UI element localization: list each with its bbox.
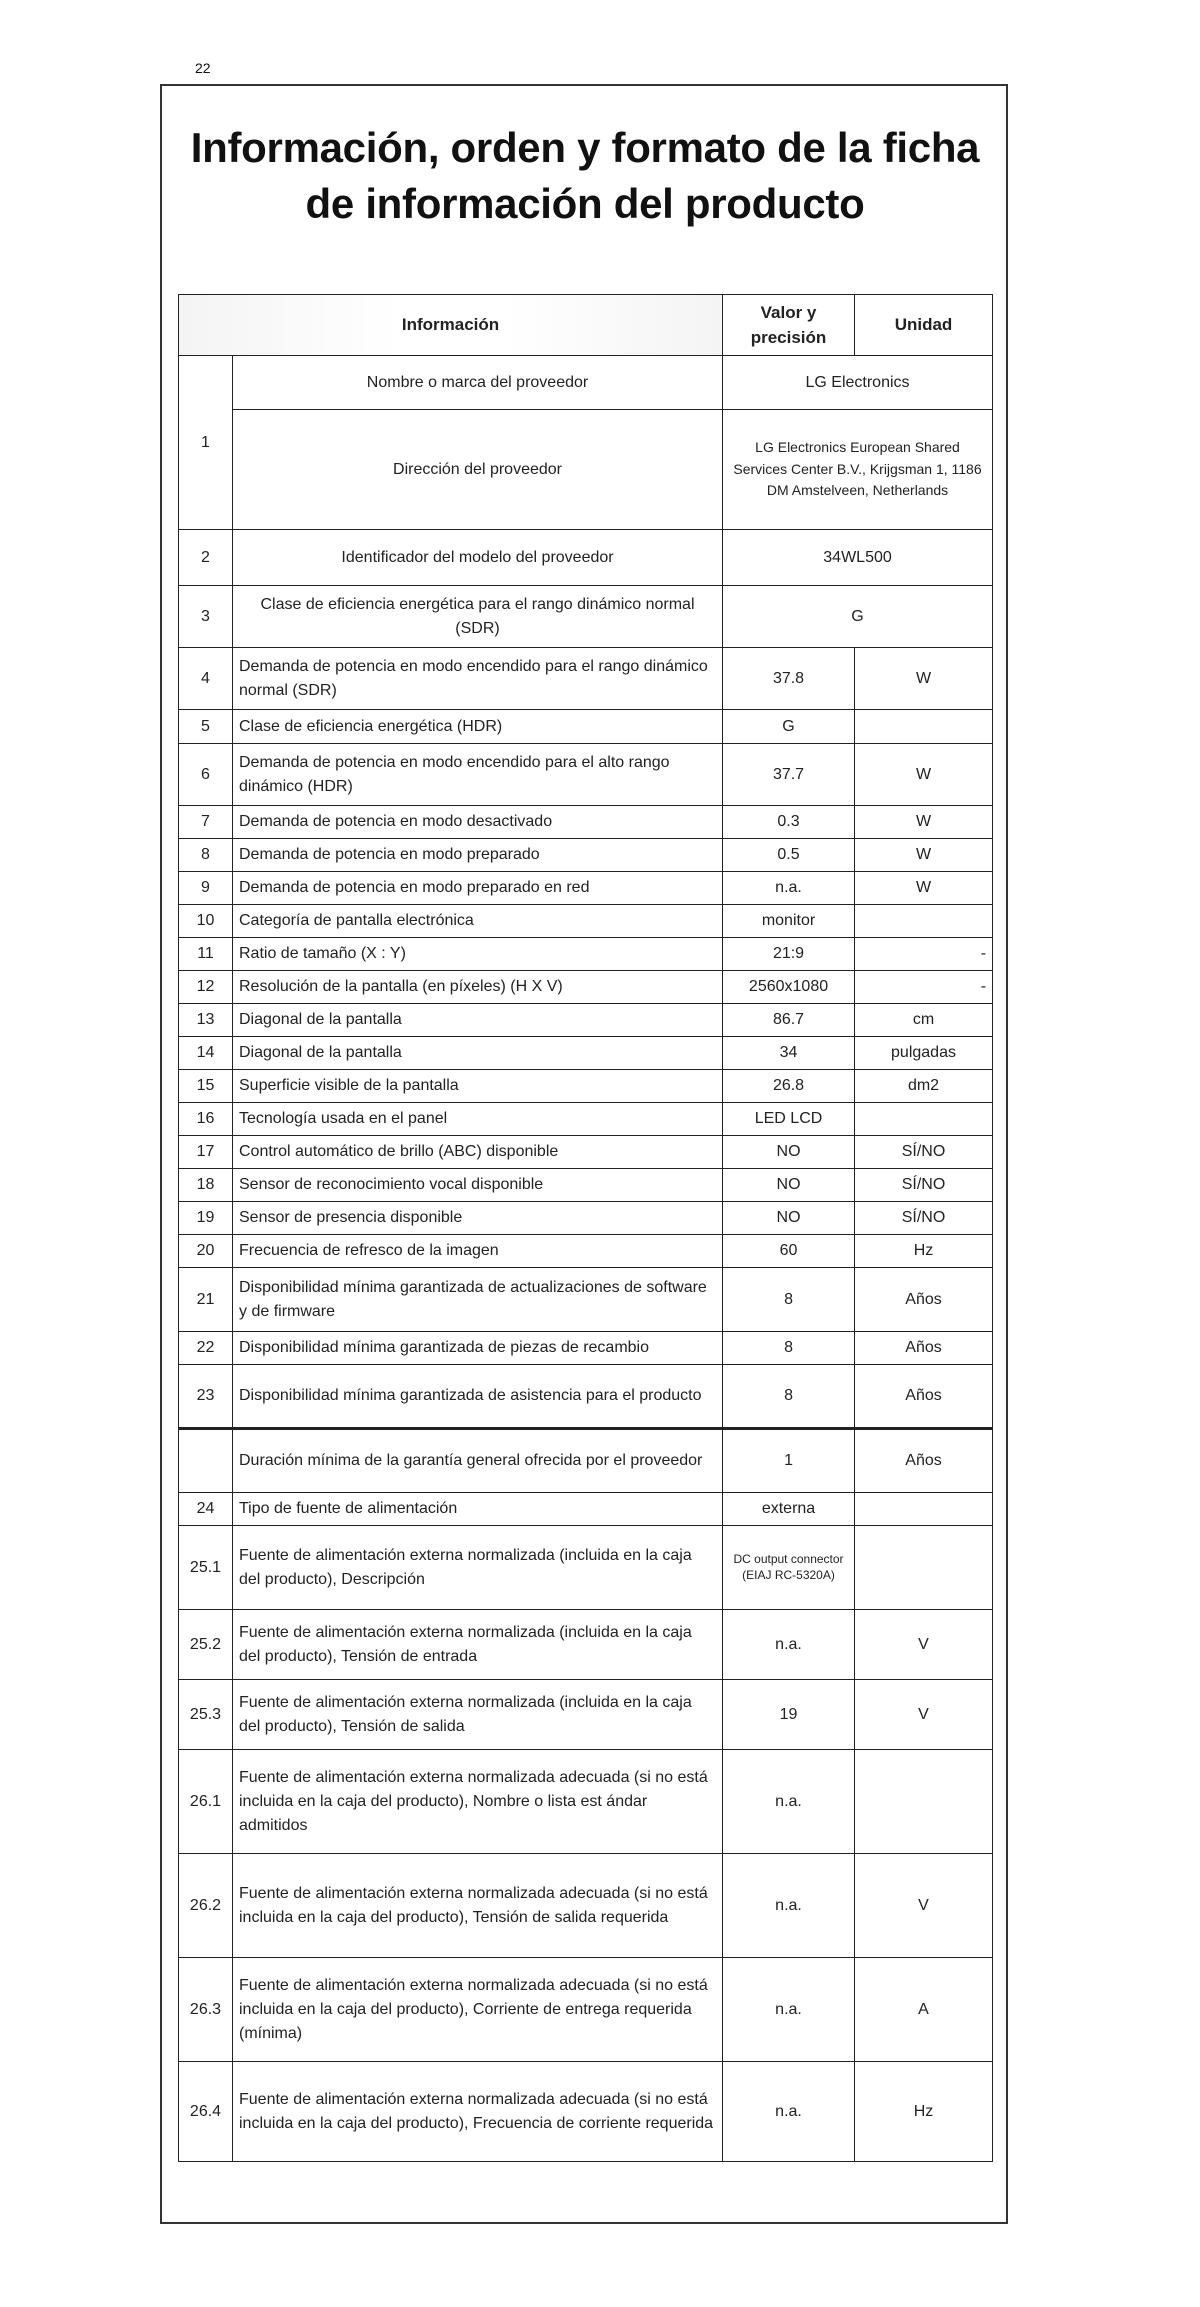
table-row: [179, 1235, 993, 1268]
table-row: [179, 356, 993, 410]
row-unit: Hz: [855, 2062, 993, 2162]
row-value: DC output connector (EIAJ RC-5320A): [723, 1526, 855, 1610]
row-number: 3: [179, 586, 233, 648]
row-number: 13: [179, 1004, 233, 1037]
row-label: Clase de eficiencia energética para el rango dinámico normal (SDR): [233, 586, 723, 648]
row-unit: W: [855, 648, 993, 710]
row-label: Demanda de potencia en modo preparado: [233, 839, 723, 872]
row-label: Demanda de potencia en modo desactivado: [233, 806, 723, 839]
row-number: [179, 1429, 233, 1493]
row-value: 60: [723, 1235, 855, 1268]
row-value: NO: [723, 1169, 855, 1202]
row-value: G: [723, 586, 993, 648]
table-row: [179, 1854, 993, 1958]
row-number: 11: [179, 938, 233, 971]
row-number: 26.2: [179, 1854, 233, 1958]
row-number: 23: [179, 1365, 233, 1429]
row-label: Fuente de alimentación externa normalizada (incluida en la caja del producto), Descripción: [233, 1526, 723, 1610]
row-number: 24: [179, 1493, 233, 1526]
row-number: 9: [179, 872, 233, 905]
table-row: [179, 938, 993, 971]
row-label: Diagonal de la pantalla: [233, 1037, 723, 1070]
row-value: 19: [723, 1680, 855, 1750]
table-row: [179, 839, 993, 872]
row-unit: dm2: [855, 1070, 993, 1103]
table-row: [179, 710, 993, 744]
table-row: [179, 1610, 993, 1680]
row-unit: Años: [855, 1332, 993, 1365]
row-number: 12: [179, 971, 233, 1004]
table-row: [179, 1680, 993, 1750]
row-label: Demanda de potencia en modo encendido para el alto rango dinámico (HDR): [233, 744, 723, 806]
row-unit: [855, 905, 993, 938]
row-unit: [855, 1493, 993, 1526]
table-row: [179, 530, 993, 586]
table-row: [179, 1136, 993, 1169]
table-row: [179, 1750, 993, 1854]
row-label: Superficie visible de la pantalla: [233, 1070, 723, 1103]
row-unit: -: [855, 971, 993, 1004]
row-value: n.a.: [723, 2062, 855, 2162]
table-header-row: [179, 295, 993, 356]
row-label: Categoría de pantalla electrónica: [233, 905, 723, 938]
row-value: 34WL500: [723, 530, 993, 586]
row-number: 1: [179, 356, 233, 530]
row-number: 22: [179, 1332, 233, 1365]
header-value: Valor y precisión: [723, 295, 855, 356]
row-number: 16: [179, 1103, 233, 1136]
row-value: n.a.: [723, 1610, 855, 1680]
row-label: Fuente de alimentación externa normalizada adecuada (si no está incluida en la caja del producto), Corriente de entrega requerida (mínima): [233, 1958, 723, 2062]
table-row: [179, 1103, 993, 1136]
row-label: Nombre o marca del proveedor: [233, 356, 723, 410]
row-number: 25.2: [179, 1610, 233, 1680]
row-unit: [855, 1103, 993, 1136]
row-label: Identificador del modelo del proveedor: [233, 530, 723, 586]
row-unit: SÍ/NO: [855, 1169, 993, 1202]
row-value: 37.8: [723, 648, 855, 710]
row-unit: Años: [855, 1268, 993, 1332]
row-unit: A: [855, 1958, 993, 2062]
row-number: 26.1: [179, 1750, 233, 1854]
row-value: LED LCD: [723, 1103, 855, 1136]
row-label: Demanda de potencia en modo preparado en red: [233, 872, 723, 905]
row-label: Fuente de alimentación externa normalizada adecuada (si no está incluida en la caja del producto), Tensión de salida requerida: [233, 1854, 723, 1958]
table-row: [179, 806, 993, 839]
row-value: 8: [723, 1268, 855, 1332]
row-number: 25.1: [179, 1526, 233, 1610]
table-row: [179, 1429, 993, 1493]
row-value: 8: [723, 1365, 855, 1429]
table-row: [179, 586, 993, 648]
table-row: [179, 1169, 993, 1202]
row-value: 2560x1080: [723, 971, 855, 1004]
page-title: Información, orden y formato de la ficha de información del producto: [190, 124, 980, 227]
table-row: [179, 1070, 993, 1103]
table-row: [179, 971, 993, 1004]
row-label: Clase de eficiencia energética (HDR): [233, 710, 723, 744]
table-row: [179, 2062, 993, 2162]
table-row: [179, 1004, 993, 1037]
row-value: G: [723, 710, 855, 744]
row-unit: SÍ/NO: [855, 1202, 993, 1235]
row-label: Tipo de fuente de alimentación: [233, 1493, 723, 1526]
row-label: Demanda de potencia en modo encendido para el rango dinámico normal (SDR): [233, 648, 723, 710]
row-value: NO: [723, 1202, 855, 1235]
row-label: Diagonal de la pantalla: [233, 1004, 723, 1037]
row-value: n.a.: [723, 1750, 855, 1854]
row-value: n.a.: [723, 1854, 855, 1958]
row-label: Tecnología usada en el panel: [233, 1103, 723, 1136]
table-body: [179, 356, 993, 2162]
row-value: 26.8: [723, 1070, 855, 1103]
row-number: 7: [179, 806, 233, 839]
row-label: Resolución de la pantalla (en píxeles) (H X V): [233, 971, 723, 1004]
row-number: 25.3: [179, 1680, 233, 1750]
table-row: [179, 872, 993, 905]
table-row: [179, 744, 993, 806]
table-row: [179, 1332, 993, 1365]
row-unit: Años: [855, 1429, 993, 1493]
row-value: 37.7: [723, 744, 855, 806]
row-value: 8: [723, 1332, 855, 1365]
row-value: LG Electronics European Shared Services Center B.V., Krijgsman 1, 1186 DM Amstelveen, Netherlands: [723, 410, 993, 530]
row-label: Disponibilidad mínima garantizada de piezas de recambio: [233, 1332, 723, 1365]
row-number: 4: [179, 648, 233, 710]
row-number: 5: [179, 710, 233, 744]
row-label: Fuente de alimentación externa normalizada adecuada (si no está incluida en la caja del producto), Frecuencia de corriente requerida: [233, 2062, 723, 2162]
row-label: Control automático de brillo (ABC) disponible: [233, 1136, 723, 1169]
row-unit: W: [855, 744, 993, 806]
row-label: Sensor de reconocimiento vocal disponible: [233, 1169, 723, 1202]
row-value: monitor: [723, 905, 855, 938]
row-unit: V: [855, 1854, 993, 1958]
row-label: Disponibilidad mínima garantizada de asistencia para el producto: [233, 1365, 723, 1429]
row-unit: -: [855, 938, 993, 971]
row-label: Dirección del proveedor: [233, 410, 723, 530]
row-unit: [855, 710, 993, 744]
table-row: [179, 1268, 993, 1332]
row-value: 86.7: [723, 1004, 855, 1037]
table-row: [179, 1202, 993, 1235]
row-unit: V: [855, 1610, 993, 1680]
table-row: [179, 1493, 993, 1526]
row-number: 17: [179, 1136, 233, 1169]
product-info-table: [178, 294, 993, 2162]
row-unit: pulgadas: [855, 1037, 993, 1070]
row-number: 6: [179, 744, 233, 806]
row-unit: V: [855, 1680, 993, 1750]
header-unit: Unidad: [855, 295, 993, 356]
row-number: 19: [179, 1202, 233, 1235]
table-row: [179, 648, 993, 710]
row-value: 21:9: [723, 938, 855, 971]
row-unit: [855, 1750, 993, 1854]
row-unit: W: [855, 806, 993, 839]
row-label: Frecuencia de refresco de la imagen: [233, 1235, 723, 1268]
table-row: [179, 1526, 993, 1610]
row-number: 2: [179, 530, 233, 586]
row-label: Fuente de alimentación externa normalizada (incluida en la caja del producto), Tensión de entrada: [233, 1610, 723, 1680]
row-number: 26.4: [179, 2062, 233, 2162]
row-unit: W: [855, 872, 993, 905]
row-number: 18: [179, 1169, 233, 1202]
table-row: [179, 1365, 993, 1429]
row-value: 0.5: [723, 839, 855, 872]
row-label: Ratio de tamaño (X : Y): [233, 938, 723, 971]
row-number: 14: [179, 1037, 233, 1070]
row-unit: cm: [855, 1004, 993, 1037]
page-number: 22: [195, 60, 211, 76]
row-unit: W: [855, 839, 993, 872]
table-row: [179, 1958, 993, 2062]
row-label: Disponibilidad mínima garantizada de actualizaciones de software y de firmware: [233, 1268, 723, 1332]
row-value: 34: [723, 1037, 855, 1070]
row-number: 8: [179, 839, 233, 872]
row-label: Duración mínima de la garantía general ofrecida por el proveedor: [233, 1429, 723, 1493]
row-unit: [855, 1526, 993, 1610]
row-number: 26.3: [179, 1958, 233, 2062]
row-value: LG Electronics: [723, 356, 993, 410]
row-value: n.a.: [723, 872, 855, 905]
row-label: Sensor de presencia disponible: [233, 1202, 723, 1235]
row-value: NO: [723, 1136, 855, 1169]
row-value: 1: [723, 1429, 855, 1493]
row-number: 20: [179, 1235, 233, 1268]
table-row: [179, 1037, 993, 1070]
row-value: 0.3: [723, 806, 855, 839]
table-row: [179, 905, 993, 938]
row-value: n.a.: [723, 1958, 855, 2062]
row-number: 15: [179, 1070, 233, 1103]
header-info: Información: [179, 295, 723, 356]
row-label: Fuente de alimentación externa normalizada (incluida en la caja del producto), Tensión de salida: [233, 1680, 723, 1750]
row-unit: Años: [855, 1365, 993, 1429]
row-value: externa: [723, 1493, 855, 1526]
table-row: [179, 410, 993, 530]
row-label: Fuente de alimentación externa normalizada adecuada (si no está incluida en la caja del producto), Nombre o lista est ándar admitidos: [233, 1750, 723, 1854]
row-unit: Hz: [855, 1235, 993, 1268]
row-number: 21: [179, 1268, 233, 1332]
row-number: 10: [179, 905, 233, 938]
row-unit: SÍ/NO: [855, 1136, 993, 1169]
